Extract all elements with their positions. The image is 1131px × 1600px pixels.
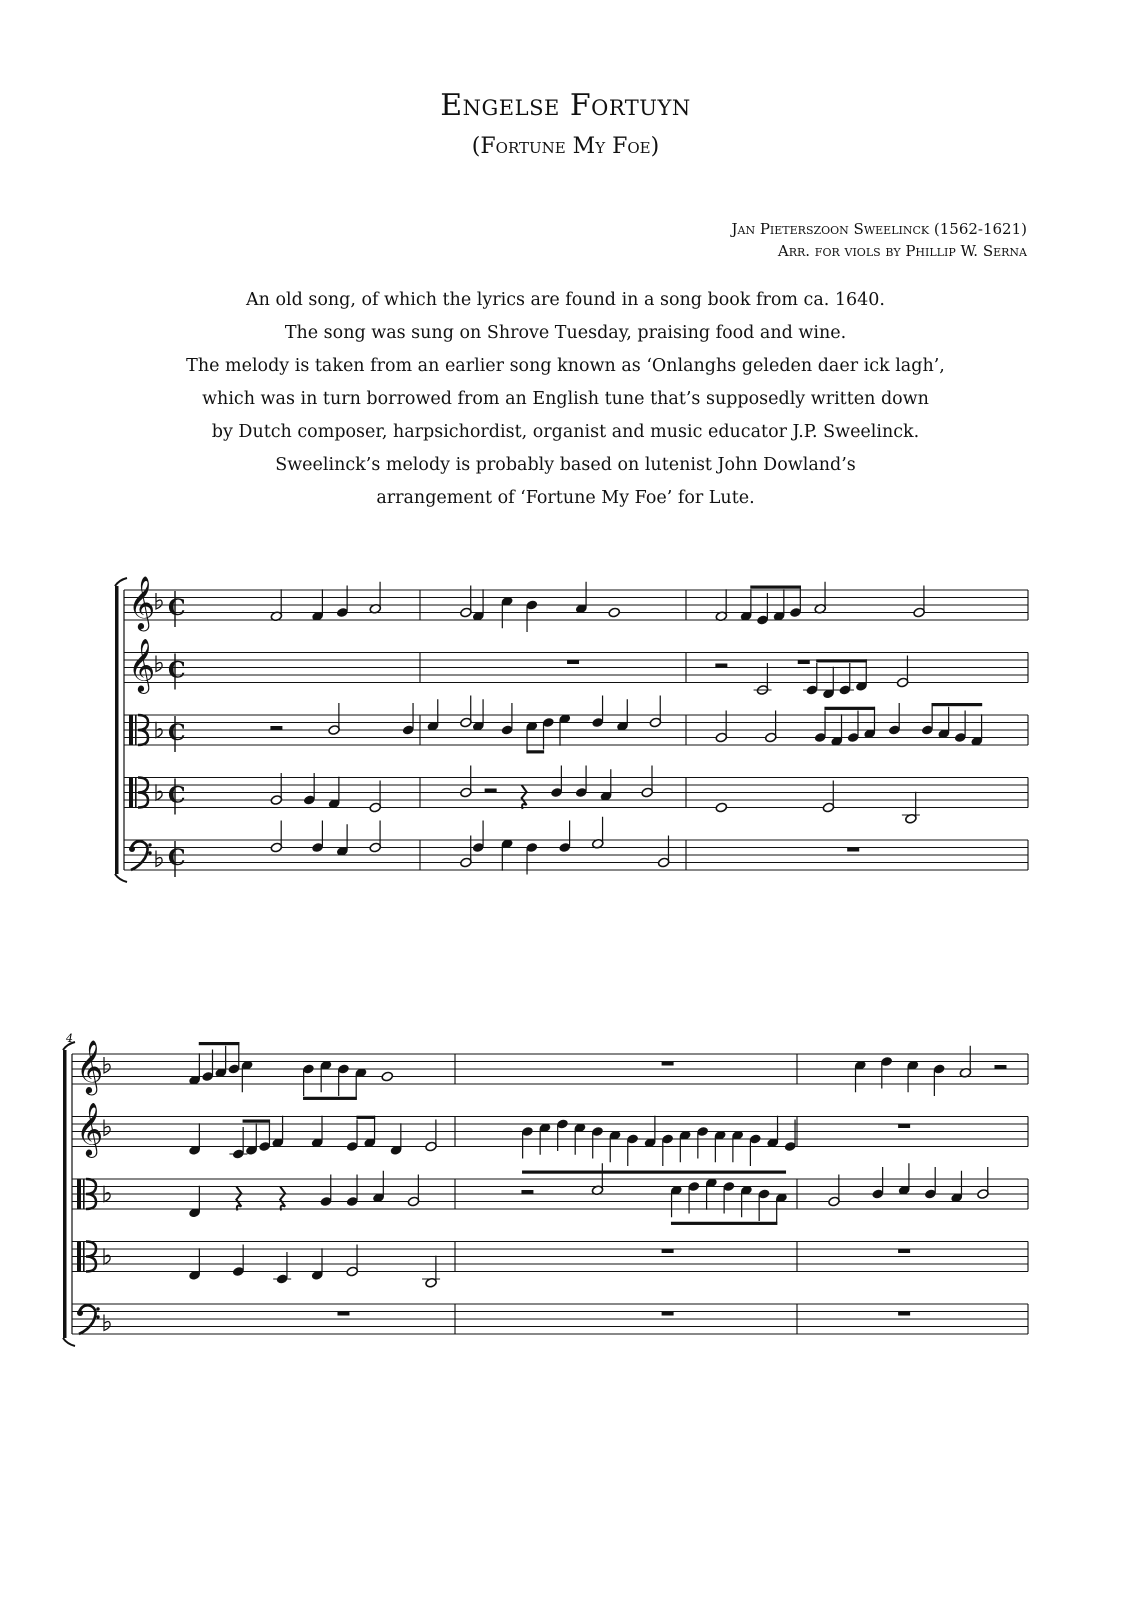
note-beam <box>526 750 544 753</box>
note-line: by Dutch composer, harpsichordist, organist and music educator J.P. Sweelinck. <box>211 422 920 442</box>
half-rest <box>521 1190 533 1194</box>
arranger-credit: Arr. for viols by Phillip W. Serna <box>777 242 1027 260</box>
system-bracket <box>115 578 127 586</box>
staff <box>72 1242 1028 1289</box>
alto-clef-icon <box>77 1179 81 1209</box>
alto-clef-icon <box>135 778 137 808</box>
note-beam <box>750 586 801 589</box>
half-rest <box>485 789 497 793</box>
alto-clef-icon <box>135 715 137 745</box>
quarter-rest <box>236 1187 241 1211</box>
piece-subtitle: (Fortune My Foe) <box>471 134 660 159</box>
flat-icon <box>156 656 162 672</box>
whole-rest <box>847 848 859 852</box>
composer-name: Jan Pieterszoon Sweelinck (1562-1621) <box>731 220 1027 238</box>
bass-clef-icon <box>79 1305 96 1334</box>
system-bracket <box>63 1338 75 1346</box>
treble-clef-icon: 𝄞 <box>76 1101 104 1156</box>
piece-title: Engelse Fortuyn <box>440 88 691 123</box>
whole-rest <box>662 1249 674 1253</box>
note-beam <box>932 703 983 706</box>
note-beam <box>522 1171 786 1174</box>
staff <box>72 1102 1028 1174</box>
note-head <box>381 1071 393 1082</box>
note-line: The melody is taken from an earlier song known as ‘Onlanghs geleden daer ick lagh’, <box>186 356 945 376</box>
staff <box>124 638 1028 700</box>
bass-clef-icon <box>148 851 151 854</box>
treble-clef-icon: 𝄞 <box>128 575 156 629</box>
half-rest <box>270 726 282 730</box>
cut-time-icon: C <box>168 720 186 746</box>
note-beam <box>356 1116 375 1119</box>
staff <box>124 817 1028 877</box>
staff <box>124 696 1028 754</box>
note-beam <box>816 659 867 662</box>
score-system <box>115 575 1028 882</box>
flat-icon <box>156 851 162 867</box>
cut-time-icon: C <box>168 845 186 871</box>
treble-clef-icon: 𝄞 <box>128 637 156 692</box>
whole-rest <box>662 1062 674 1066</box>
bass-clef-icon <box>129 846 135 852</box>
note-line: which was in turn borrowed from an English tune that’s supposedly written down <box>202 389 929 409</box>
score-system <box>63 1032 1028 1346</box>
whole-rest <box>798 660 810 664</box>
flat-icon <box>156 593 162 609</box>
alto-clef-icon <box>83 1179 85 1209</box>
treble-clef-icon: 𝄞 <box>76 1039 104 1093</box>
measure-number: 4 <box>66 1032 73 1045</box>
alto-clef-icon <box>83 1242 85 1272</box>
half-rest <box>715 664 727 668</box>
bass-clef-icon <box>131 841 148 870</box>
note-line: arrangement of ‘Fortune My Foe’ for Lute. <box>376 488 755 508</box>
quarter-rest <box>280 1187 285 1211</box>
half-rest <box>994 1065 1006 1069</box>
note-beam <box>243 1120 270 1123</box>
whole-rest <box>337 1312 349 1316</box>
flat-icon <box>104 1057 110 1073</box>
whole-rest <box>898 1124 910 1128</box>
note-line: Sweelinck’s melody is probably based on lutenist John Dowland’s <box>275 455 856 475</box>
whole-rest <box>567 660 579 664</box>
note-head <box>715 802 727 813</box>
note-line: The song was sung on Shrove Tuesday, praising food and wine. <box>284 323 847 343</box>
staff <box>72 1304 1028 1334</box>
cut-time-icon: C <box>168 782 186 809</box>
bass-clef-icon <box>77 1310 83 1316</box>
staff <box>124 766 1028 825</box>
bass-clef-icon <box>148 843 151 846</box>
whole-rest <box>898 1249 910 1253</box>
note-head <box>608 607 620 618</box>
system-bracket <box>63 1050 67 1338</box>
system-bracket <box>115 874 127 882</box>
staff <box>72 1039 1028 1100</box>
note-line: An old song, of which the lyrics are found in a song book from ca. 1640. <box>245 290 885 310</box>
note-beam <box>671 1222 777 1225</box>
quarter-rest <box>522 785 527 809</box>
whole-rest <box>662 1312 674 1316</box>
alto-clef-icon <box>129 715 133 745</box>
note-beam <box>824 707 875 710</box>
alto-clef-icon <box>77 1242 81 1272</box>
flat-icon <box>104 1315 110 1331</box>
system-bracket <box>115 586 119 874</box>
flat-icon <box>104 1120 110 1136</box>
note-beam <box>303 1097 357 1100</box>
staff <box>124 575 1028 632</box>
bass-clef-icon <box>96 1307 99 1310</box>
alto-clef-icon <box>129 778 133 808</box>
note-beam <box>199 1042 240 1045</box>
cut-time-icon: C <box>168 595 186 621</box>
bass-clef-icon <box>96 1315 99 1318</box>
cut-time-icon: C <box>168 657 186 684</box>
whole-rest <box>898 1312 910 1316</box>
